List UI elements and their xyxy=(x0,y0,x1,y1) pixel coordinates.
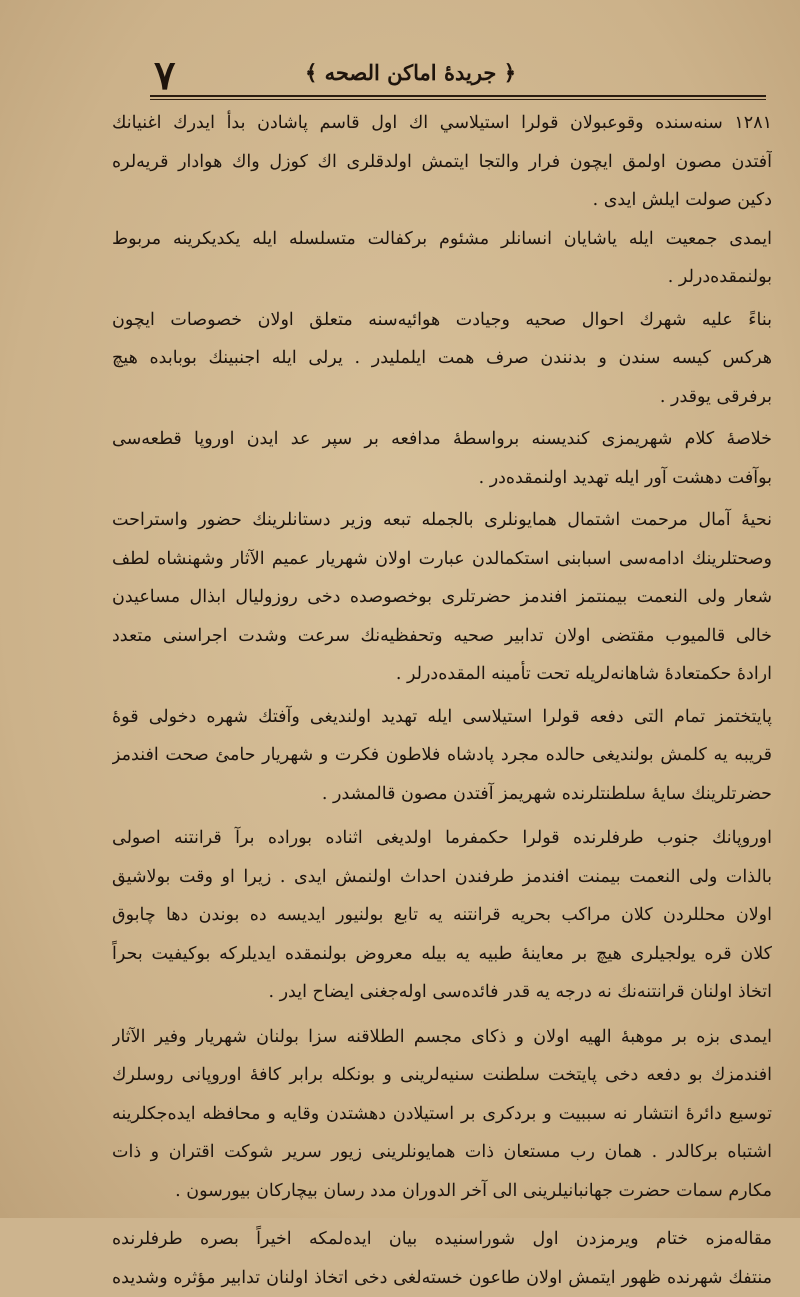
article-body xyxy=(112,104,772,1184)
text-line: حضرتلرينك سايهٔ سلطنتلرنده شهريمز آفتدن مصون قالمشدر . xyxy=(112,775,772,814)
text-line: پايتختمز تمام التى دفعه قولرا استيلاسى ايله تهديد اولنديغى وآفتك شهره دخولى قوهٔ xyxy=(112,698,772,737)
page-header xyxy=(118,58,766,94)
text-line: بولنمقده‌درلر . xyxy=(112,258,772,297)
text-line: دكين صولت ايلش ايدى . xyxy=(112,181,772,220)
text-line: ايمدى بزه بر موهبهٔ الهيه اولان و ذكاى مجسم الطلاقنه سزا بولنان شهريار وفير الآثار xyxy=(112,1018,772,1057)
paragraph xyxy=(112,1018,772,1211)
text-line: توسيع دائرهٔ انتشار نه سببيت و بردكرى بر استيلادن دهشتدن وقايه و محافظه ايده‌جكلرينه xyxy=(112,1095,772,1134)
paragraph xyxy=(112,301,772,417)
text-line: بالذات ولى النعمت بيمنت افندمز طرفندن احداث اولنمش ايدى . زيرا او وقت بولاشيق xyxy=(112,858,772,897)
paragraph xyxy=(112,220,772,297)
text-line: مقاله‌مزه ختام ويرمزدن اول شوراسنيده بيان ايده‌لمكه اخيراً بصره طرفلرنده xyxy=(112,1220,772,1259)
paragraph xyxy=(112,420,772,497)
journal-title: ﴿ جريدهٔ اماكن الصحه ﴾ xyxy=(305,60,516,85)
text-line: منتفك شهرنده ظهور ايتمش اولان طاعون خسته‌لغى دخى اتخاذ اولنان تدابير مؤثره وشديده xyxy=(112,1259,772,1297)
text-line: بناءً عليه شهرك احوال صحيه وجيادت هوائيه‌سنه متعلق اولان خصوصات ايچون xyxy=(112,301,772,340)
page-number: ۷ xyxy=(154,52,175,99)
header-rule-thin xyxy=(150,99,766,100)
paragraph xyxy=(112,698,772,814)
text-line: اتخاذ اولنان قرانتنه‌نك نه درجه يه قدر فائده‌سى اوله‌جغنى ايضاح ايدر . xyxy=(112,973,772,1012)
text-line: ايمدى جمعيت ايله ياشايان انسانلر مشئوم بركفالت متسلسله ايله يكديكرينه مربوط xyxy=(112,220,772,259)
paragraph xyxy=(112,819,772,1012)
text-line: شعار ولى النعمت بيمنتمز افندمز حضرتلرى بوخصوصده دخى روزوليال ابذال مساعيدن xyxy=(112,578,772,617)
text-line: قريبه يه كلمش بولنديغى حالده مجرد پادشاه فلاطون فكرت و شهريار حامئ صحت افندمز xyxy=(112,736,772,775)
text-line: بوآفت دهشت آور ايله تهديد اولنمقده‌در . xyxy=(112,459,772,498)
text-line: برفرقى يوقدر . xyxy=(112,378,772,417)
text-line: خالى قالميوب مقتضى اولان تدابير صحيه وتحفظيه‌نك سرعت وشدت اجراسنى متعدد xyxy=(112,617,772,656)
text-line: اوروپانك جنوب طرفلرنده قولرا حكمفرما اولديغى اثناده بوراده برآ قرانتنه اصولى xyxy=(112,819,772,858)
text-line: اشتباه بركالدر . همان رب مستعان ذات همايونلرينى زيور سرير شوكت اقتران و ذات xyxy=(112,1133,772,1172)
text-line: مكارم سمات حضرت جهانبانيلرينى الى آخر الدوران مدد رسان بيچاركان بيورسون . xyxy=(112,1172,772,1211)
paragraph xyxy=(112,104,772,220)
header-rule xyxy=(150,95,766,97)
paragraph xyxy=(112,1220,772,1297)
text-line: افندمزك بو دفعه دخى پايتخت سلطنت سنيه‌لرينى و بونكله برابر كافهٔ اوروپانى روسلرك xyxy=(112,1056,772,1095)
text-line: خلاصهٔ كلام شهريمزى كنديسنه برواسطهٔ مدافعه بر سپر عد ايدن اوروپا قطعه‌سى xyxy=(112,420,772,459)
text-line: هركس كيسه سندن و بدنندن صرف همت ايلمليدر . يرلى ايله اجنبينك بوبابده هيچ xyxy=(112,339,772,378)
text-line: ارادهٔ حكمتعادهٔ شاهانه‌لريله تحت تأمينه المقده‌درلر . xyxy=(112,655,772,694)
text-line: نحيهٔ آمال مرحمت اشتمال همايونلرى بالجمله تبعه وزير دستانلرينك حضور واستراحت xyxy=(112,501,772,540)
paragraph xyxy=(112,501,772,694)
text-line: اولان محللردن كلان مراكب بحريه قرانتنه يه تابع بولنيور ايديسه ده بوندن دها چابوق xyxy=(112,896,772,935)
text-line: ۱۲۸۱ سنه‌سنده وقوعبولان قولرا استيلاسي اك اول قاسم پاشادن بدأ ايدرك اغنيانك xyxy=(112,104,772,143)
text-line: آفتدن مصون اولمق ايچون فرار والتجا ايتمش اولدقلرى اك كوزل واك هوادار قريه‌لره xyxy=(112,143,772,182)
text-line: وصحتلرينك ادامه‌سى اسبابنى استكمالدن عبارت اولان شهريار عميم الآثار وشهنشاه لطف xyxy=(112,540,772,579)
text-line: كلان قره يولجيلرى هيچ بر معاينهٔ طبيه يه بيله معروض بولنمقده ايديلركه بوكيفيت بحراً xyxy=(112,935,772,974)
